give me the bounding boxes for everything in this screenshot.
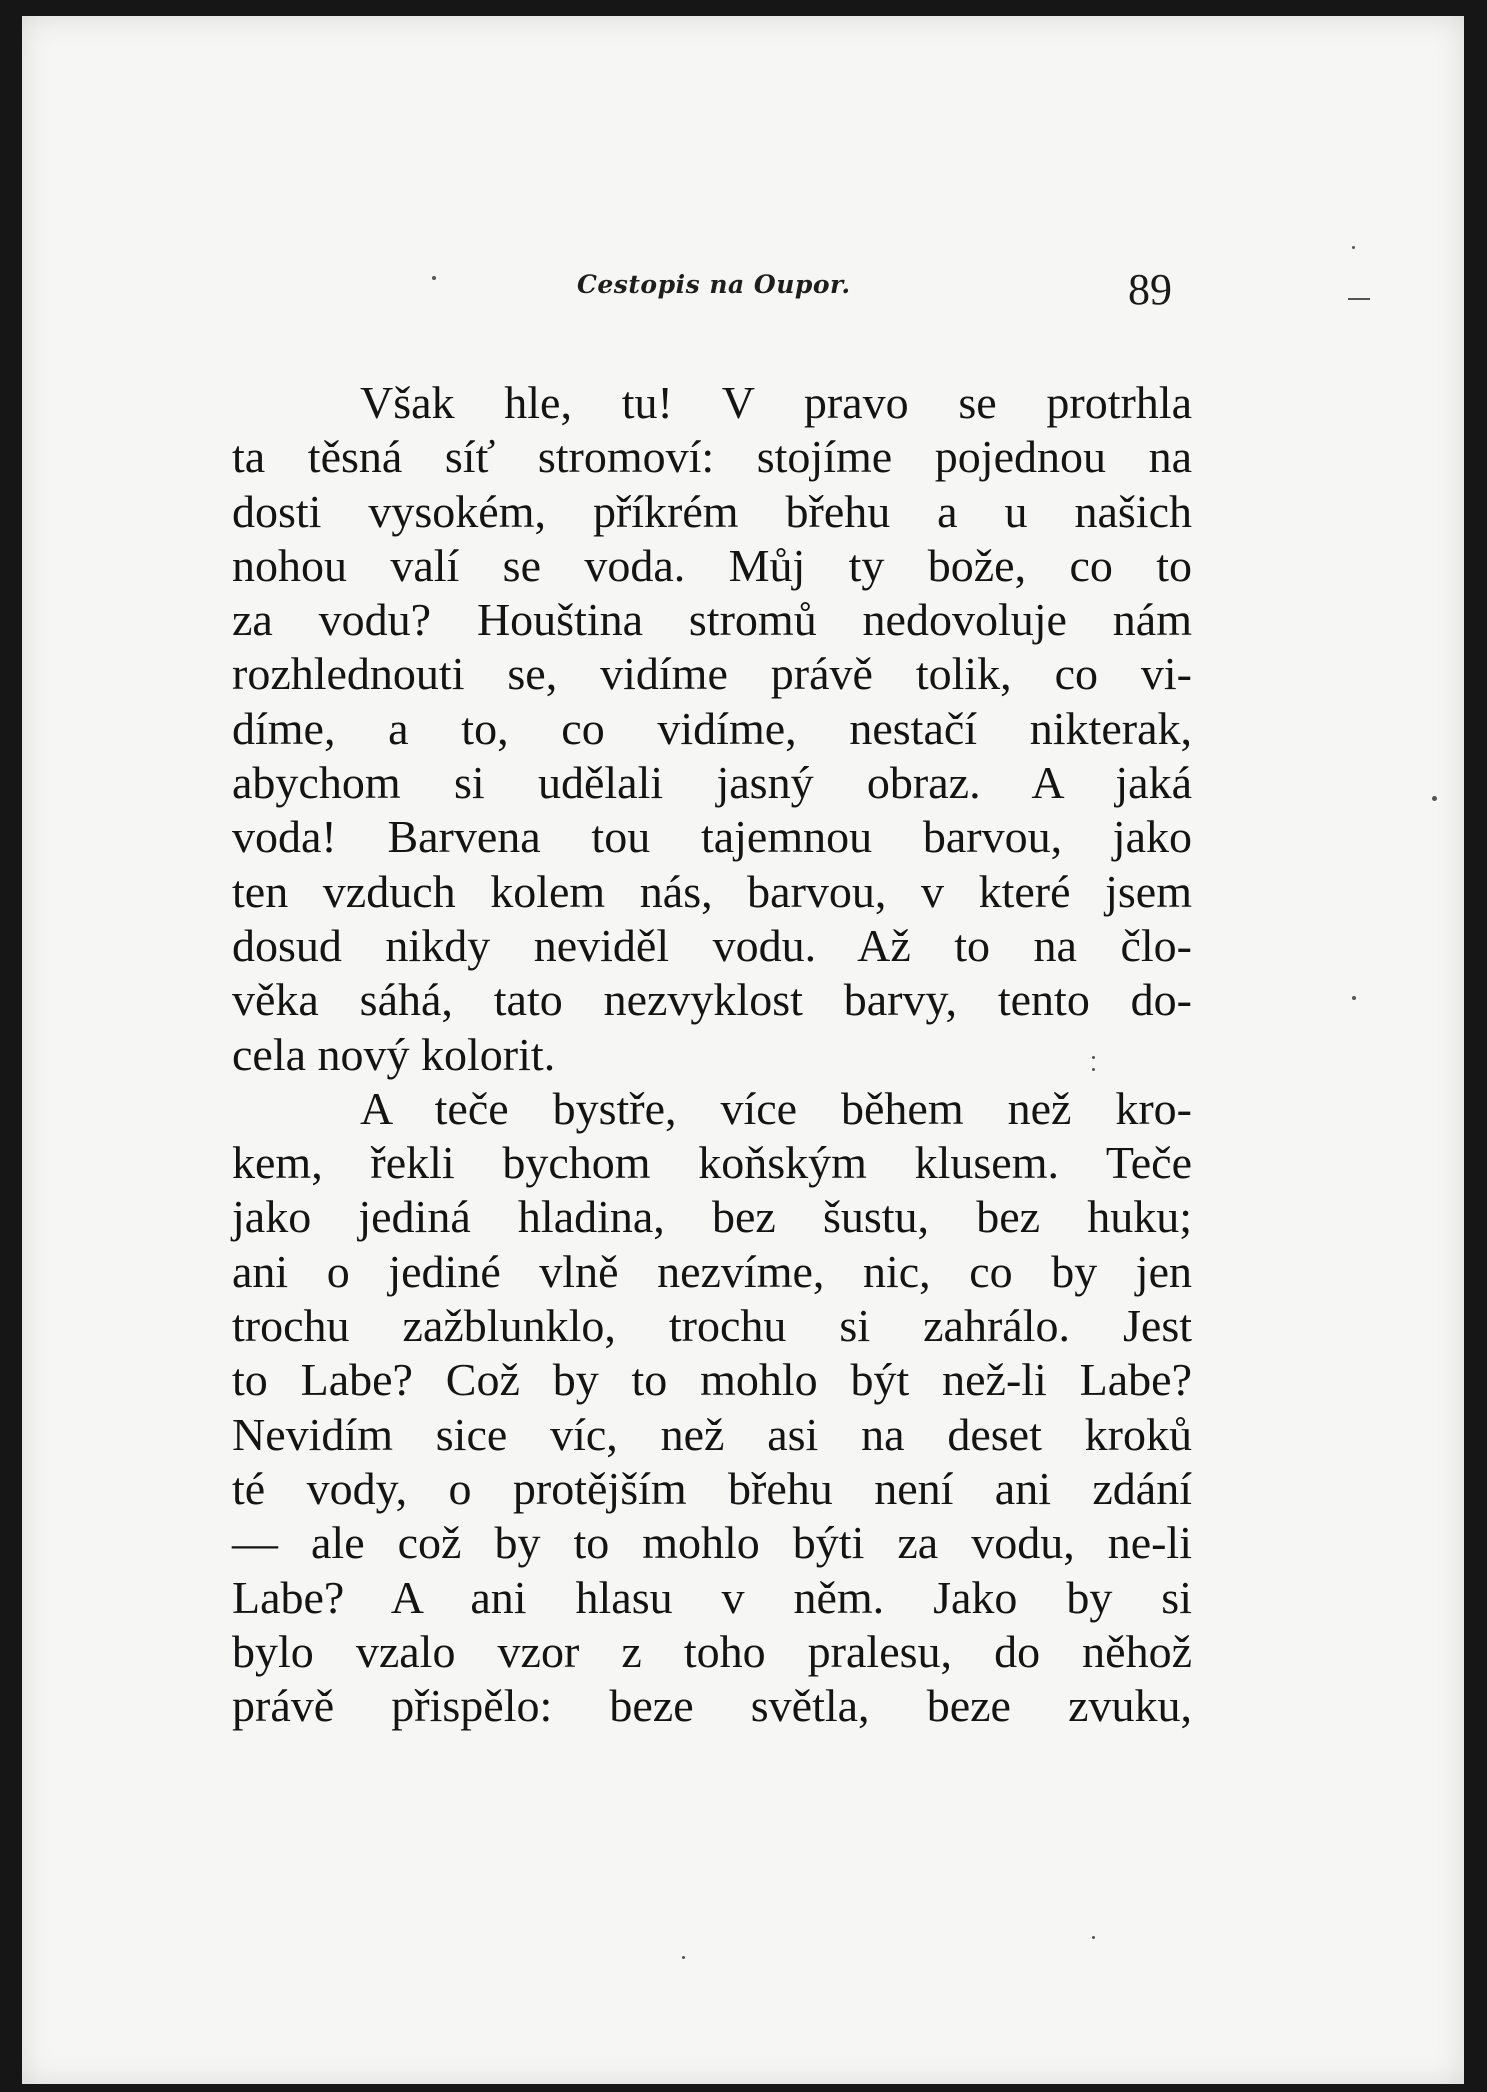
text-line: dosud nikdy neviděl vodu. Až to na člo- [232,919,1192,971]
text-line: jako jediná hladina, bez šustu, bez huku; [232,1191,1192,1243]
text-line: kem, řekli bychom koňským klusem. Teče [232,1137,1192,1189]
text-line: to Labe? Což by to mohlo být než-li Labe? [232,1354,1192,1406]
paper-speck [1352,996,1356,1000]
text-line: A teče bystře, více během než kro- [360,1082,1192,1134]
text-line: dosti vysokém, příkrém břehu a u našich [232,485,1192,537]
book-page [22,16,1464,2084]
text-line: rozhlednouti se, vidíme právě tolik, co vi- [232,648,1192,700]
paper-speck [1348,298,1370,300]
paper-speck [1092,1056,1095,1059]
text-line: věka sáhá, tato nezvyklost barvy, tento do- [232,974,1192,1026]
paper-speck [1092,1068,1095,1071]
running-title: Cestopis na Oupor. [577,270,851,299]
text-line: Však hle, tu! V pravo se protrhla [360,377,1192,428]
text-line: té vody, o protějším břehu není ani zdání [232,1462,1192,1514]
text-line: Labe? A ani hlasu v něm. Jako by si [232,1571,1192,1623]
text-line: Nevidím sice víc, než asi na deset kroků [232,1408,1192,1460]
paper-speck [1352,246,1355,249]
body-text [232,376,1192,1733]
page-number: 89 [1128,265,1172,314]
text-line: abychom si udělali jasný obraz. A jaká [232,757,1192,809]
text-line: — ale což by to mohlo býti za vodu, ne-li [232,1517,1192,1569]
paper-speck [432,276,436,280]
text-line: bylo vzalo vzor z toho pralesu, do něhož [232,1625,1192,1677]
text-line: za vodu? Houština stromů nedovoluje nám [232,594,1192,646]
text-line: voda! Barvena tou tajemnou barvou, jako [232,811,1192,863]
text-line: ta těsná síť stromoví: stojíme pojednou na [232,431,1192,483]
running-head [22,264,1464,324]
text-line: cela nový kolorit. [232,1028,556,1080]
text-line: díme, a to, co vidíme, nestačí nikterak, [232,702,1192,754]
paper-speck [682,1956,685,1959]
paper-speck [1432,796,1437,801]
paper-speck [1092,1936,1095,1939]
text-line: právě přispělo: beze světla, beze zvuku, [232,1680,1192,1732]
text-line: ani o jediné vlně nezvíme, nic, co by jen [232,1245,1192,1297]
text-line: ten vzduch kolem nás, barvou, v které jsem [232,865,1192,917]
text-line: trochu zažblunklo, trochu si zahrálo. Jest [232,1300,1192,1352]
text-line: nohou valí se voda. Můj ty bože, co to [232,539,1192,591]
